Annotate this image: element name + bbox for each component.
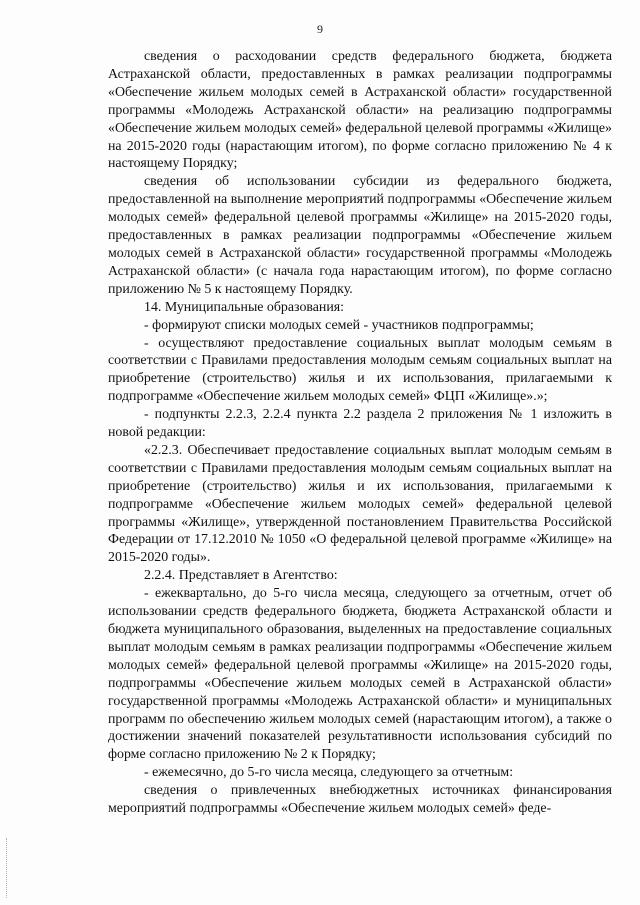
scan-margin-mark	[6, 838, 9, 898]
page-number: 9	[317, 22, 323, 36]
paragraph-subclauses-amend: - подпункты 2.2.3, 2.2.4 пункта 2.2 раздела 2 приложения № 1 изложить в новой редакции:	[108, 407, 612, 441]
paragraph-clause-2-2-3: «2.2.3. Обеспечивает предоставление социальных выплат молодым семьям в соответствии с Правилами предоставления молодым семьям социальных выплат на приобретение (строительство) жилья и их использования, прилагаемыми к подпрограмме «Обеспечение жильем молодых семей» федеральной целевой программы «Жилище», утвержденной постановлением Правительства Российской Федерации от 17.12.2010 № 1050 «О федеральной целевой программе «Жилище» на 2015-2020 годы».	[108, 442, 612, 566]
paragraph-extra-budget-sources: сведения о привлеченных внебюджетных источниках финансирования мероприятий подпрограммы «Обеспечение жильем молодых семей» феде-	[108, 783, 612, 817]
paragraph-quarterly-report: - ежеквартально, до 5-го числа месяца, следующего за отчетным, отчет об использовании средств федерального бюджета, бюджета Астраханской области и бюджета муниципального образования, выделенных на предоставление социальных выплат молодым семьям в рамках реализации подпрограммы «Обеспечение жильем молодых семей» федеральной целевой программы «Жилище» на 2015-2020 годы, подпрограммы «Обеспечение жильем молодых семей в Астраханской области» государственной программы «Молодежь Астраханской области» и муниципальных программ по обеспечению жильем молодых семей (нарастающим итогом), а также о достижении значений показателей результативности использования субсидий по форме согласно приложению № 2 к Порядку;	[108, 586, 612, 763]
paragraph-clause-2-2-4: 2.2.4. Представляет в Агентство:	[144, 568, 338, 584]
paragraph-federal-budget-spending: сведения о расходовании средств федерального бюджета, бюджета Астраханской области, предоставленных в рамках реализации подпрограммы «Обеспечение жильем молодых семей в Астраханской области» государственной программы «Молодежь Астраханской области» на реализацию подпрограммы «Обеспечение жильем молодых семей» федеральной целевой программы «Жилище» на 2015-2020 годы (нарастающим итогом), по форме согласно приложению № 4 к настоящему Порядку;	[108, 49, 612, 172]
paragraph-monthly: - ежемесячно, до 5-го числа месяца, следующего за отчетным:	[144, 765, 514, 781]
paragraph-subsidy-usage: сведения об использовании субсидии из федерального бюджета, предоставленной на выполнение мероприятий подпрограммы «Обеспечение жильем молодых семей» федеральной целевой программы «Жилище» на 2015-2020 годы, предоставленных в рамках реализации подпрограммы «Обеспечение жильем молодых семей в Астраханской области» государственной программы «Молодежь Астраханской области» (с начала года нарастающим итогом), по форме согласно приложению № 5 к настоящему Порядку.	[108, 174, 612, 297]
document-body	[108, 48, 612, 818]
paragraph-form-lists: - формируют списки молодых семей - участников подпрограммы;	[144, 317, 534, 333]
paragraph-provide-payments: - осуществляют предоставление социальных выплат молодым семьям в соответствии с Правилами предоставления молодым семьям социальных выплат на приобретение (строительство) жилья и их использования, прилагаемыми к подпрограмме «Обеспечение жильем молодых семей» ФЦП «Жилище».»;	[108, 335, 612, 405]
paragraph-municipalities-heading: 14. Муниципальные образования:	[144, 299, 345, 315]
